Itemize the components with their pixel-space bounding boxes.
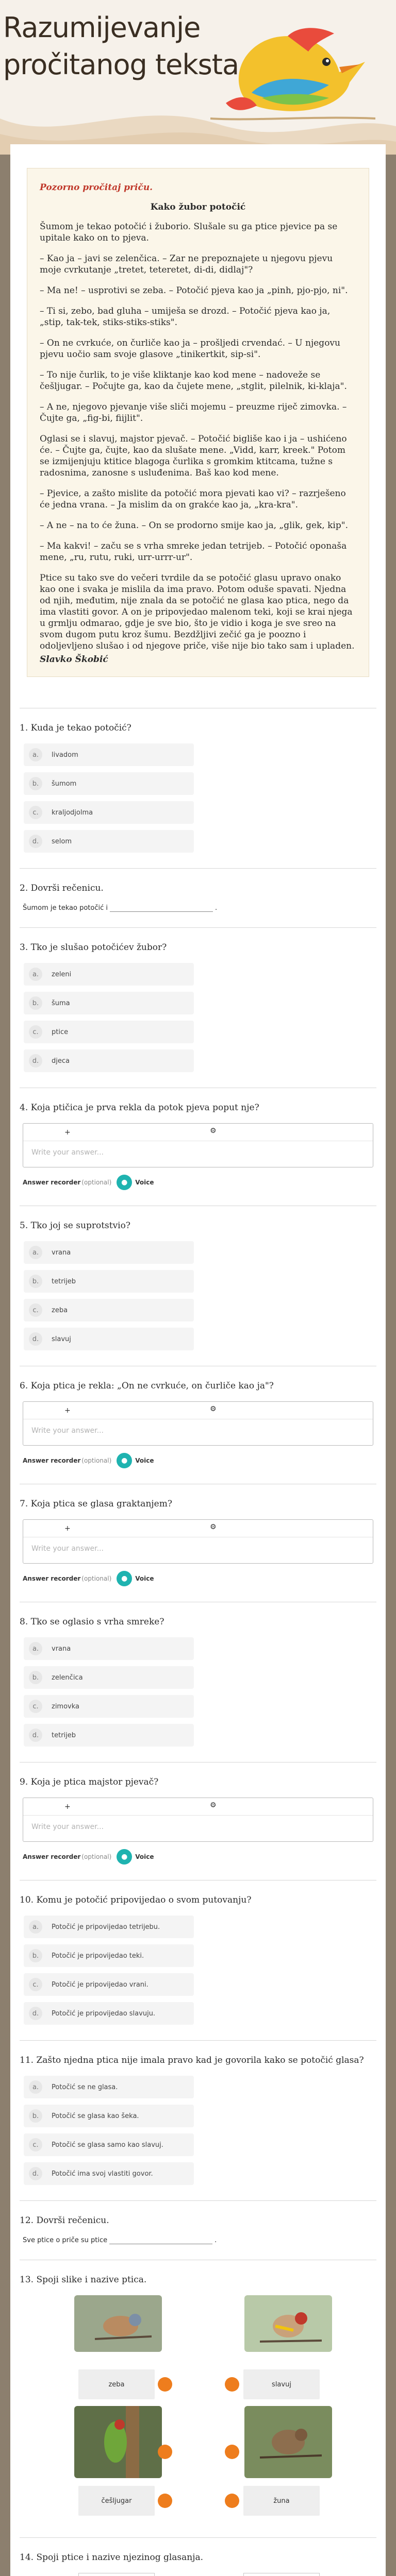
question-11 [20,2054,376,2185]
option-text: tetrijeb [52,1731,76,1739]
option-letter: c. [29,1025,42,1039]
recorder-label: Answer recorder [23,1853,81,1860]
recorder-label: Answer recorder [23,1457,81,1464]
question-8 [20,1616,376,1747]
option-letter: a. [29,1246,42,1259]
option-letter: b. [29,1275,42,1288]
recorder-label: Answer recorder [23,1575,81,1582]
page-title-line2: pročitanog teksta [3,48,239,81]
fill-sentence [23,904,376,912]
option-letter: d. [29,2167,42,2180]
option-letter: a. [29,1920,42,1934]
option-text: zeleni [52,970,72,978]
plus-icon[interactable]: + [64,1406,71,1415]
question-title: 10. Komu je potočić pripovijedao o svom putovanju? [20,1895,252,1905]
worksheet [10,144,386,2576]
option-letter: a. [29,2080,42,2094]
question-separator [20,2040,376,2041]
recorder-label: Answer recorder [23,1179,81,1186]
question-5 [20,1219,376,1350]
question-7 [20,1498,376,1586]
match-dot[interactable] [225,2377,239,2392]
match-words-grid [23,2573,376,2576]
match-dot[interactable] [158,2377,172,2392]
story-paragraph: Ptice su tako sve do večeri tvrdile da se potočić glasu upravo onako kao one i svaka je mislila da ima pravo. Potom oduše spavati. Njedna od njih, međutim, nije znala da se potočić ne glasa kao ptica, nego da ima vlastiti govor. A on je pripovjedao malenom teki, koji se krai njega u grmlju odmarao, gdje je sve bio, što je vidio i koga je sve sreo na svom dugom putu kroz šumu. Bezdžljivi zečić ga je poozno i odoljevljeno slušao i od njegove priče, više nije bio tako sam i upladen. [40,573,355,651]
question-10 [20,1894,376,2025]
question-title: 1. Kuda je tekao potočić? [20,723,131,733]
answer-recorder [23,1175,376,1190]
bird-illustration-icon [210,15,375,129]
answer-option[interactable] [24,1724,194,1747]
answer-option[interactable] [24,1666,194,1689]
option-letter: c. [29,2138,42,2151]
question-3 [20,941,376,1072]
option-letter: b. [29,1671,42,1684]
answer-option[interactable] [24,1916,194,1938]
question-title: 9. Koja je ptica majstor pjevač? [20,1777,159,1787]
question-4 [20,1101,376,1190]
gear-icon[interactable]: ⚙ [210,1405,217,1413]
match-dot[interactable] [158,2494,172,2508]
match-dot[interactable] [225,2494,239,2508]
page-title-line1: Razumijevanje [3,11,201,44]
fill-before-text: Šumom je tekao potočić i [23,904,108,912]
match-word-right[interactable] [243,2573,320,2576]
question-title: 2. Dovrši rečenicu. [20,883,104,893]
option-text: vrana [52,1248,71,1257]
option-letter: c. [29,806,42,819]
option-letter: d. [29,835,42,848]
option-text: zelenčica [52,1673,83,1682]
story-paragraph: – Ma kakvi! – začu se s vrha smreke jedan tetrijeb. – Potočić oponaša mene, „ru, rutu, ruki, urr-urrr-ur". [40,541,347,563]
option-letter: c. [29,1303,42,1317]
question-title: 4. Koja ptičica je prva rekla da potok pjeva poput nje? [20,1103,259,1113]
option-letter: d. [29,1728,42,1742]
match-dot[interactable] [225,2445,239,2459]
plus-icon[interactable]: + [64,1128,71,1137]
answer-toolbar [23,1520,373,1537]
voice-label: Voice [135,1457,154,1464]
voice-label: Voice [135,1575,154,1582]
option-text: Potočić se glasa samo kao slavuj. [52,2141,163,2149]
answer-option[interactable] [24,1049,194,1072]
gear-icon[interactable]: ⚙ [210,1801,217,1809]
header [0,0,396,155]
plus-icon[interactable]: + [64,1524,71,1533]
question-match-words [20,2551,376,2576]
answer-option[interactable] [24,963,194,986]
story-paragraph: – A ne – na to će žuna. – On se prodorno smije kao ja, „glik, gek, kip". [40,520,348,531]
answer-box [23,1798,373,1842]
answer-option[interactable] [24,1299,194,1321]
story-paragraph: Oglasi se i slavuj, majstor pjevač. – Potočić bigliše kao i ja – ushićeno će. – Čujte ga, čujte, kao da slušate mene. „Vidd, karr, kreek." Potom se izmijenjuju ktitice blagoga čurlika s gromkim ktitcama, tužne s radosnima, zanosne s usluđenima. Baš kao kod mene. [40,434,347,478]
question-title: 12. Dovrši rečenicu. [20,2215,109,2226]
answer-option[interactable] [24,801,194,824]
answer-box [23,1519,373,1564]
option-letter: b. [29,777,42,790]
answer-recorder [23,1453,376,1468]
option-text: Potočić ima svoj vlastiti govor. [52,2170,153,2178]
option-letter: d. [29,2007,42,2020]
voice-label: Voice [135,1179,154,1186]
option-text: vrana [52,1645,71,1653]
option-letter: a. [29,968,42,981]
answer-input[interactable]: Write your answer... [31,1148,104,1157]
answer-input[interactable]: Write your answer... [31,1823,104,1831]
story-paragraph: – Pjevice, a zašto mislite da potočić mora pjevati kao vi? – razrješeno će jedna vrana. – Ja mislim da on grakće kao ja, „kra-kra". [40,488,346,510]
option-text: selom [52,837,72,845]
bird-photo-nightingale [244,2406,332,2478]
question-title: 3. Tko je slušao potočićev žubor? [20,942,167,953]
match-label-ceshljugar[interactable]: češljugar [78,2486,155,2516]
option-text: šuma [52,999,70,1007]
match-label-slavuj[interactable]: slavuj [243,2369,320,2399]
answer-option[interactable] [24,830,194,853]
match-dot[interactable] [158,2445,172,2459]
question-2 [20,882,376,912]
option-letter: c. [29,1700,42,1713]
option-letter: d. [29,1054,42,1067]
answer-option[interactable] [24,1021,194,1043]
option-text: Potočić je pripovijedao tetrijebu. [52,1923,160,1931]
question-separator [20,2200,376,2201]
options-list [24,1241,376,1350]
question-title: 7. Koja ptica se glasa graktanjem? [20,1499,172,1509]
answer-option[interactable] [24,2162,194,2185]
fill-sentence [23,2236,376,2244]
question-title: 14. Spoji ptice i nazive njezinog glasanja. [20,2552,204,2563]
bird-photo-woodpecker [74,2406,162,2478]
options-list [24,2076,376,2185]
recorder-optional: (optional) [81,1575,112,1582]
answer-option[interactable] [24,2002,194,2025]
bird-photo-zeba [74,2295,162,2352]
story-paragraph: – To nije čurlik, to je više kliktanje kao kod mene – nadoveže se češljugar. – Počujte ga, kao da čujete mene, „stglit, pilelnik, ki-klaja". [40,370,347,392]
story-paragraph: Šumom je tekao potočić i žuborio. Slušale su ga ptice pjevice pa se upitale kako on to pjeva. [40,222,338,243]
match-images-grid [23,2295,376,2522]
option-letter: b. [29,996,42,1010]
option-text: Potočić je pripovijedao slavuju. [52,2009,156,2018]
story-paragraph: – Kao ja – javi se zelenčica. – Zar ne prepoznajete u njegovu pjevu moje cvrkutanje „tretet, teteretet, di-di, didlaj"? [40,253,333,275]
answer-input[interactable]: Write your answer... [31,1545,104,1553]
options-list [24,963,376,1072]
fill-after-text: . [214,2236,217,2244]
answer-option[interactable] [24,1695,194,1718]
question-title: 11. Zašto njedna ptica nije imala pravo kad je govorila kako se potočić glasa? [20,2055,364,2065]
option-text: šumom [52,779,77,788]
microphone-icon[interactable]: ● [117,1453,132,1468]
option-text: Potočić je pripovijedao vrani. [52,1980,148,1989]
answer-recorder [23,1849,376,1865]
question-separator [20,868,376,869]
story-paragraph: – A ne, njegovo pjevanje više sliči mojemu – preuzme riječ zimovka. – Čujte ga, „fig-bi, fiijlit". [40,402,347,423]
answer-box [23,1123,373,1167]
plus-icon[interactable]: + [64,1802,71,1811]
match-label-zeba[interactable]: zeba [78,2369,155,2399]
answer-option[interactable] [24,2076,194,2098]
options-list [24,1637,376,1747]
question-separator [20,2537,376,2538]
answer-option[interactable] [24,1241,194,1264]
story-author: Slavko Škobić [40,654,108,665]
story-paragraph: – Ti si, zebo, bad gluha – umiješa se drozd. – Potočić pjeva kao ja, „stip, tak-tek, stiks-stiks-stiks". [40,306,331,328]
answer-option[interactable] [24,2105,194,2127]
recorder-optional: (optional) [81,1179,112,1186]
story-title: Kako žubor potočić [150,202,246,212]
option-text: zeba [52,1306,68,1314]
story-box [27,168,369,677]
answer-toolbar [23,1798,373,1816]
answer-option[interactable] [24,1328,194,1350]
question-match-images [20,2274,376,2522]
option-letter: a. [29,1642,42,1655]
answer-box [23,1401,373,1446]
microphone-icon[interactable]: ● [117,1175,132,1190]
option-text: djeca [52,1057,70,1065]
fill-blank-input[interactable] [109,2236,212,2244]
option-text: zimovka [52,1702,80,1710]
option-letter: b. [29,1949,42,1962]
story-paragraph: – On ne cvrkuće, on čurliče kao ja – prošljedi crvendać. – U njegovu pjevu uočio sam svoje glasove „tinikertkit, sip-si". [40,338,340,360]
fill-after-text: . [215,904,218,912]
story-paragraph: – Ma ne! – usprotivi se zeba. – Potočić pjeva kao ja „pinh, pjo-pjo, ni". [40,285,348,296]
option-text: slavuj [52,1335,71,1343]
answer-option[interactable] [24,1637,194,1660]
question-1 [20,722,376,853]
options-list [24,1916,376,2025]
option-text: ptice [52,1028,69,1036]
answer-option[interactable] [24,743,194,766]
option-text: livadom [52,751,78,759]
questions-container [20,708,376,2244]
answer-option[interactable] [24,772,194,795]
bird-photo-goldfinch [244,2295,332,2352]
answer-option[interactable] [24,1944,194,1967]
answer-recorder [23,1571,376,1586]
answer-option[interactable] [24,1973,194,1996]
answer-toolbar [23,1124,373,1141]
answer-option[interactable] [24,992,194,1014]
question-title: 5. Tko joj se suprotstvio? [20,1221,130,1231]
answer-toolbar [23,1402,373,1419]
page-title [3,9,239,83]
match-label-zuna[interactable]: žuna [243,2486,320,2516]
question-12 [20,2214,376,2244]
question-title: 13. Spoji slike i nazive ptica. [20,2275,147,2285]
question-9 [20,1776,376,1865]
answer-option[interactable] [24,2133,194,2156]
options-list [24,743,376,853]
match-word-left[interactable] [78,2573,155,2576]
option-letter: d. [29,1332,42,1346]
option-text: Potočić se ne glasa. [52,2083,118,2091]
gear-icon[interactable]: ⚙ [210,1127,217,1135]
option-text: Potočić je pripovijedao teki. [52,1952,144,1960]
option-letter: a. [29,748,42,761]
option-text: tetrijeb [52,1277,76,1285]
recorder-optional: (optional) [81,1853,112,1860]
microphone-icon[interactable]: ● [117,1849,132,1865]
question-title: 8. Tko se oglasio s vrha smreke? [20,1617,164,1627]
recorder-optional: (optional) [81,1457,112,1464]
answer-input[interactable]: Write your answer... [31,1427,104,1435]
option-letter: c. [29,1978,42,1991]
option-letter: b. [29,2109,42,2123]
microphone-icon[interactable]: ● [117,1571,132,1586]
question-title: 6. Koja ptica je rekla: „On ne cvrkuće, on čurliče kao ja"? [20,1381,274,1391]
fill-blank-input[interactable] [110,904,213,912]
answer-option[interactable] [24,1270,194,1293]
gear-icon[interactable]: ⚙ [210,1523,217,1531]
fill-before-text: Sve ptice o priče su ptice [23,2236,108,2244]
option-text: kraljodjolma [52,808,93,817]
voice-label: Voice [135,1853,154,1860]
question-separator [20,927,376,928]
option-text: Potočić se glasa kao šeka. [52,2112,139,2120]
question-6 [20,1380,376,1468]
story-instruction: Pozorno pročitaj priču. [40,182,153,193]
